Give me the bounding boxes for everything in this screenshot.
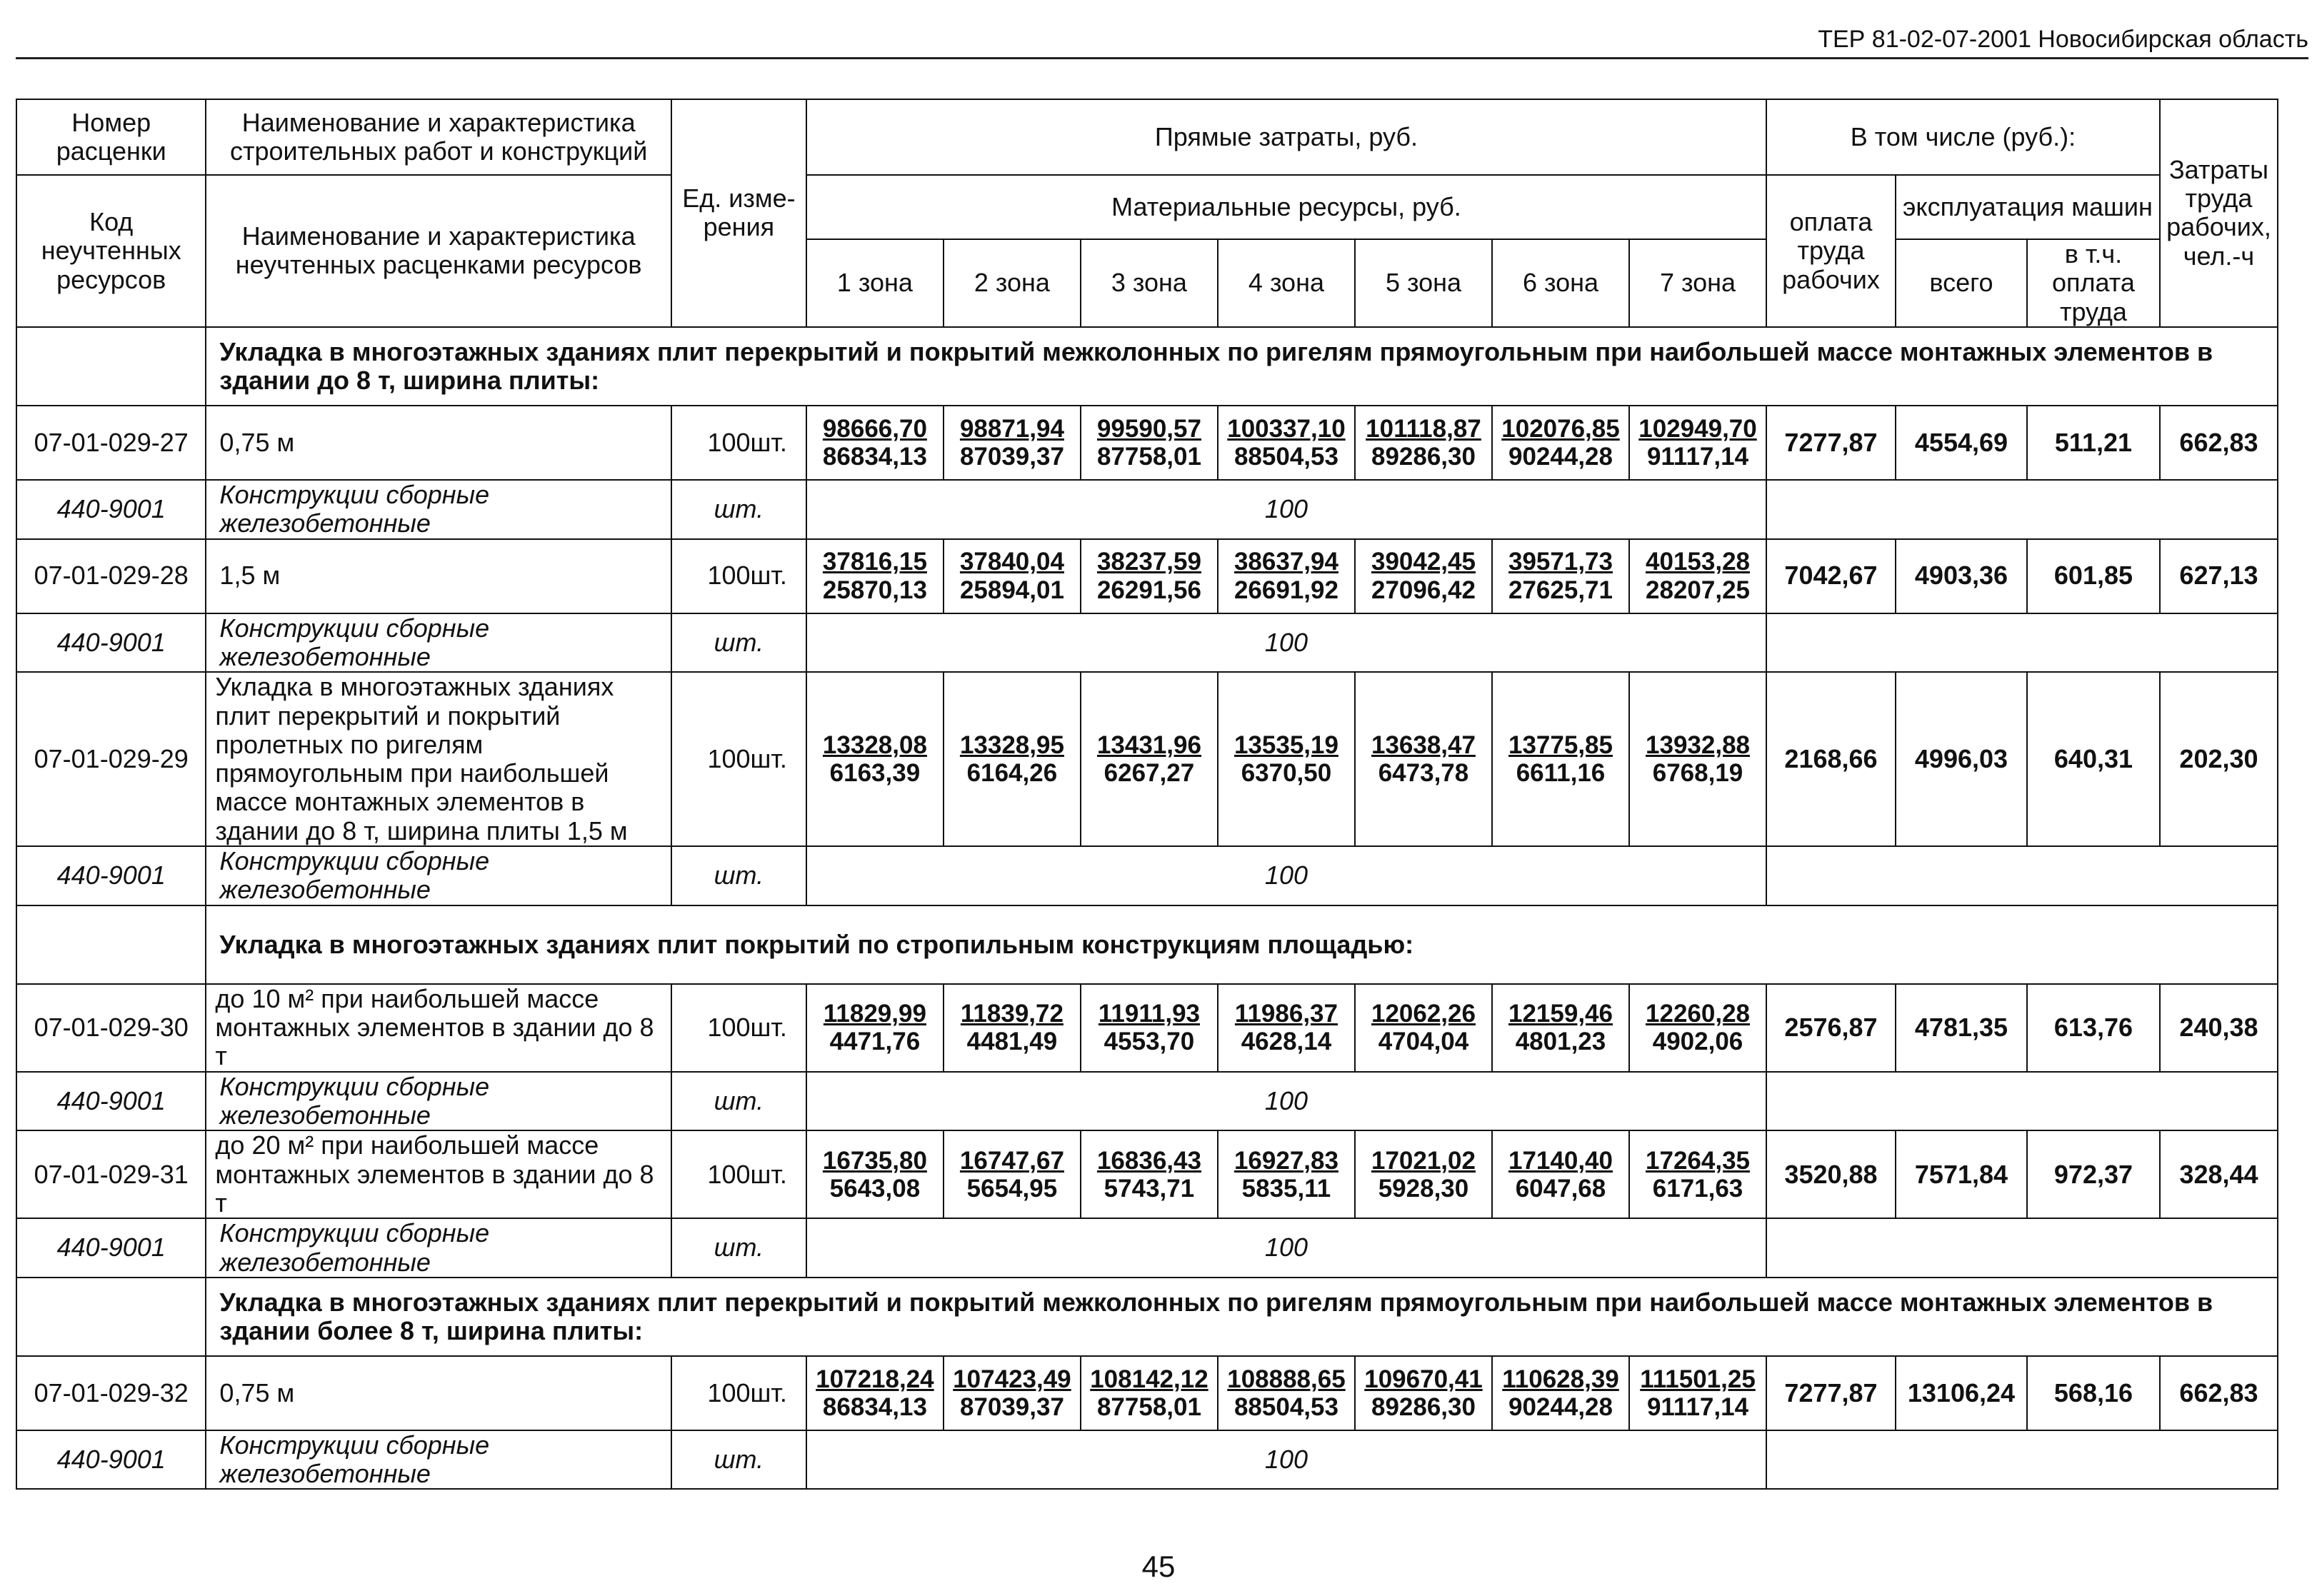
zone-4-cost [1218, 1130, 1355, 1218]
direct-cost: 108142,12 [1090, 1365, 1208, 1393]
material-cost: 28207,25 [1646, 576, 1750, 604]
resource-code: 440-9001 [16, 846, 206, 905]
material-cost: 5643,08 [829, 1174, 921, 1203]
zone-3-cost [1081, 984, 1218, 1072]
zone-3-cost [1081, 1356, 1218, 1430]
cost-fraction [944, 1000, 1080, 1055]
resource-blank [1766, 1218, 2278, 1278]
material-cost: 89286,30 [1371, 1392, 1476, 1421]
cost-fraction [807, 548, 943, 603]
section-spacer [16, 1278, 206, 1356]
direct-cost: 39042,45 [1371, 548, 1476, 576]
zone-3-cost [1081, 539, 1218, 613]
header-zone-2: 2 зона [944, 239, 1081, 327]
zone-2-cost [944, 1130, 1081, 1218]
rate-name: 0,75 м [206, 1356, 671, 1430]
resource-blank [1766, 1072, 2278, 1131]
header-rate-number: Номер расценки [16, 99, 206, 175]
material-cost: 25870,13 [822, 576, 927, 604]
cost-fraction [1493, 731, 1628, 787]
material-cost: 88504,53 [1233, 1392, 1338, 1421]
direct-cost: 16747,67 [959, 1146, 1064, 1175]
rate-row [16, 984, 2278, 1072]
direct-cost: 13431,96 [1096, 731, 1201, 759]
cost-fraction [944, 731, 1080, 787]
cost-fraction [1493, 415, 1628, 471]
direct-cost: 38637,94 [1233, 548, 1338, 576]
material-cost: 6611,16 [1516, 759, 1606, 788]
header-zone-3: 3 зона [1081, 239, 1218, 327]
material-cost: 87039,37 [959, 442, 1064, 471]
zone-6-cost [1492, 672, 1629, 846]
cost-fraction [1630, 1000, 1766, 1055]
direct-cost: 101118,87 [1366, 414, 1481, 443]
header-zone-6: 6 зона [1492, 239, 1629, 327]
cost-fraction [1356, 1147, 1491, 1203]
machines-wages-value: 511,21 [2027, 406, 2160, 480]
resource-row [16, 613, 2278, 673]
resource-code: 440-9001 [16, 1218, 206, 1278]
running-header: ТЕР 81-02-07-2001 Новосибирская область [1818, 26, 2308, 53]
rate-code: 07-01-029-30 [16, 984, 206, 1072]
material-cost: 5835,11 [1241, 1174, 1331, 1203]
machines-total-value: 4554,69 [1896, 406, 2027, 480]
rate-name: 1,5 м [206, 539, 671, 613]
direct-cost: 11911,93 [1098, 999, 1200, 1028]
cost-fraction [1630, 1147, 1766, 1203]
zone-4-cost [1218, 1356, 1355, 1430]
material-cost: 4801,23 [1515, 1028, 1606, 1056]
header-machines-wages: в т.ч. оплата труда [2027, 239, 2160, 327]
zone-2-cost [944, 984, 1081, 1072]
direct-cost: 11839,72 [960, 999, 1064, 1028]
direct-cost: 12159,46 [1508, 999, 1613, 1028]
rate-code: 07-01-029-29 [16, 672, 206, 846]
rate-unit: 100шт. [671, 984, 806, 1072]
header-wages: оплата труда рабочих [1766, 175, 1896, 327]
resource-blank [1766, 613, 2278, 673]
material-cost: 4553,70 [1104, 1028, 1195, 1056]
zone-2-cost [944, 1356, 1081, 1430]
zone-5-cost [1355, 1356, 1492, 1430]
resource-qty: 100 [806, 1072, 1766, 1131]
resource-unit: шт. [671, 613, 806, 673]
zone-7-cost [1629, 539, 1766, 613]
zone-1-cost [806, 539, 944, 613]
resource-unit: шт. [671, 846, 806, 905]
zone-7-cost [1629, 406, 1766, 480]
header-resource-name: Наименование и характеристика неучтенных расценками ресурсов [206, 175, 671, 327]
direct-cost: 11829,99 [823, 999, 926, 1028]
material-cost: 6267,27 [1104, 759, 1195, 788]
cost-fraction [1081, 1147, 1217, 1203]
header-direct-costs: Прямые затраты, руб. [806, 99, 1766, 175]
cost-fraction [807, 415, 943, 471]
material-cost: 87758,01 [1096, 442, 1201, 471]
rate-unit: 100шт. [671, 539, 806, 613]
cost-fraction [944, 415, 1080, 471]
cost-fraction [944, 1365, 1080, 1421]
material-cost: 87039,37 [959, 1392, 1064, 1421]
header-labor: Затраты труда рабочих, чел.-ч [2160, 99, 2278, 327]
material-cost: 88504,53 [1233, 442, 1338, 471]
material-cost: 6163,39 [829, 759, 921, 788]
direct-cost: 13328,08 [822, 731, 927, 759]
header-row-2 [16, 175, 2278, 239]
cost-fraction [1218, 1365, 1354, 1421]
resource-row [16, 846, 2278, 905]
resource-unit: шт. [671, 480, 806, 539]
direct-cost: 13328,95 [959, 731, 1064, 759]
cost-fraction [1630, 731, 1766, 787]
resource-unit: шт. [671, 1430, 806, 1490]
labor-value: 202,30 [2160, 672, 2278, 846]
material-cost: 26691,92 [1233, 576, 1338, 604]
zone-1-cost [806, 984, 944, 1072]
rate-name: 0,75 м [206, 406, 671, 480]
cost-fraction [1218, 548, 1354, 603]
material-cost: 4902,06 [1652, 1028, 1743, 1056]
zone-3-cost [1081, 406, 1218, 480]
resource-blank [1766, 1430, 2278, 1490]
material-cost: 4471,76 [829, 1028, 921, 1056]
zone-3-cost [1081, 1130, 1218, 1218]
wages-value: 2168,66 [1766, 672, 1896, 846]
zone-6-cost [1492, 1356, 1629, 1430]
rate-row [16, 539, 2278, 613]
wages-value: 2576,87 [1766, 984, 1896, 1072]
rate-unit: 100шт. [671, 1356, 806, 1430]
header-resource-code: Код неучтенных ресурсов [16, 175, 206, 327]
material-cost: 90244,28 [1508, 1392, 1613, 1421]
rate-code: 07-01-029-27 [16, 406, 206, 480]
material-cost: 4704,04 [1378, 1028, 1469, 1056]
direct-cost: 100337,10 [1227, 414, 1346, 443]
resource-qty: 100 [806, 613, 1766, 673]
rate-name: до 20 м² при наибольшей массе монтажных элементов в здании до 8 т [206, 1130, 671, 1218]
material-cost: 5743,71 [1104, 1174, 1195, 1203]
machines-total-value: 13106,24 [1896, 1356, 2027, 1430]
direct-cost: 11986,37 [1234, 999, 1338, 1028]
cost-fraction [1493, 1365, 1628, 1421]
rate-row [16, 1356, 2278, 1430]
rate-name: до 10 м² при наибольшей массе монтажных элементов в здании до 8 т [206, 984, 671, 1072]
material-cost: 5654,95 [966, 1174, 1058, 1203]
header-zone-4: 4 зона [1218, 239, 1355, 327]
zone-6-cost [1492, 539, 1629, 613]
zone-2-cost [944, 539, 1081, 613]
direct-cost: 111501,25 [1640, 1365, 1756, 1393]
direct-cost: 13638,47 [1371, 731, 1476, 759]
machines-wages-value: 972,37 [2027, 1130, 2160, 1218]
labor-value: 662,83 [2160, 1356, 2278, 1430]
zone-7-cost [1629, 672, 1766, 846]
header-work-name: Наименование и характеристика строительных работ и конструкций [206, 99, 671, 175]
material-cost: 89286,30 [1371, 442, 1476, 471]
direct-cost: 13535,19 [1233, 731, 1338, 759]
direct-cost: 107218,24 [816, 1365, 934, 1393]
resource-unit: шт. [671, 1072, 806, 1131]
header-including: В том числе (руб.): [1766, 99, 2160, 175]
header-machines-total: всего [1896, 239, 2027, 327]
material-cost: 86834,13 [822, 442, 927, 471]
header-row-1 [16, 99, 2278, 175]
cost-fraction [1630, 548, 1766, 603]
material-cost: 6768,19 [1652, 759, 1743, 788]
resource-name: Конструкции сборные железобетонные [206, 480, 671, 539]
cost-fraction [944, 548, 1080, 603]
zone-7-cost [1629, 1130, 1766, 1218]
direct-cost: 37840,04 [959, 548, 1064, 576]
section-spacer [16, 905, 206, 984]
section-title: Укладка в многоэтажных зданиях плит покрытий по стропильным конструкциям площадью: [206, 905, 2278, 984]
section-row [16, 1278, 2278, 1356]
resource-code: 440-9001 [16, 1072, 206, 1131]
zone-4-cost [1218, 406, 1355, 480]
zone-2-cost [944, 672, 1081, 846]
zone-1-cost [806, 406, 944, 480]
direct-cost: 12260,28 [1646, 999, 1750, 1028]
cost-fraction [1356, 548, 1491, 603]
zone-1-cost [806, 1356, 944, 1430]
rate-name: Укладка в многоэтажных зданиях плит перекрытий и покрытий пролетных по ригелям прямоугольным при наибольшей массе монтажных элементов в здании до 8 т, ширина плиты 1,5 м [206, 672, 671, 846]
resource-code: 440-9001 [16, 1430, 206, 1490]
zone-5-cost [1355, 1130, 1492, 1218]
resource-row [16, 1218, 2278, 1278]
section-row [16, 327, 2278, 406]
zone-1-cost [806, 672, 944, 846]
cost-fraction [1356, 1365, 1491, 1421]
direct-cost: 110628,39 [1502, 1365, 1619, 1393]
direct-cost: 38237,59 [1096, 548, 1201, 576]
wages-value: 3520,88 [1766, 1130, 1896, 1218]
rates-table [16, 99, 2278, 1490]
resource-qty: 100 [806, 1430, 1766, 1490]
cost-fraction [1218, 415, 1354, 471]
machines-total-value: 7571,84 [1896, 1130, 2027, 1218]
material-cost: 6171,63 [1652, 1174, 1743, 1203]
cost-fraction [1356, 731, 1491, 787]
direct-cost: 17021,02 [1371, 1146, 1476, 1175]
material-cost: 27096,42 [1371, 576, 1476, 604]
rate-row [16, 406, 2278, 480]
machines-wages-value: 601,85 [2027, 539, 2160, 613]
cost-fraction [1356, 415, 1491, 471]
rate-code: 07-01-029-32 [16, 1356, 206, 1430]
cost-fraction [807, 1365, 943, 1421]
zone-4-cost [1218, 539, 1355, 613]
machines-wages-value: 568,16 [2027, 1356, 2160, 1430]
cost-fraction [1218, 1147, 1354, 1203]
header-zone-5: 5 зона [1355, 239, 1492, 327]
section-title: Укладка в многоэтажных зданиях плит перекрытий и покрытий межколонных по ригелям прямоугольным при наибольшей массе монтажных элементов в здании до 8 т, ширина плиты: [206, 327, 2278, 406]
direct-cost: 13775,85 [1508, 731, 1613, 759]
direct-cost: 16735,80 [822, 1146, 927, 1175]
zone-2-cost [944, 406, 1081, 480]
resource-qty: 100 [806, 1218, 1766, 1278]
header-material-resources: Материальные ресурсы, руб. [806, 175, 1766, 239]
resource-name: Конструкции сборные железобетонные [206, 613, 671, 673]
zone-7-cost [1629, 1356, 1766, 1430]
direct-cost: 102949,70 [1638, 414, 1757, 443]
direct-cost: 40153,28 [1646, 548, 1750, 576]
zone-5-cost [1355, 406, 1492, 480]
direct-cost: 17264,35 [1646, 1146, 1750, 1175]
resource-row [16, 1072, 2278, 1131]
material-cost: 25894,01 [959, 576, 1064, 604]
labor-value: 627,13 [2160, 539, 2278, 613]
direct-cost: 99590,57 [1096, 414, 1201, 443]
wages-value: 7277,87 [1766, 1356, 1896, 1430]
material-cost: 26291,56 [1096, 576, 1201, 604]
material-cost: 6473,78 [1378, 759, 1469, 788]
resource-name: Конструкции сборные железобетонные [206, 1430, 671, 1490]
material-cost: 4628,14 [1241, 1028, 1332, 1056]
material-cost: 27625,71 [1508, 576, 1613, 604]
direct-cost: 98871,94 [959, 414, 1064, 443]
machines-wages-value: 640,31 [2027, 672, 2160, 846]
direct-cost: 12062,26 [1371, 999, 1476, 1028]
resource-name: Конструкции сборные железобетонные [206, 1218, 671, 1278]
material-cost: 87758,01 [1096, 1392, 1201, 1421]
cost-fraction [1081, 1000, 1217, 1055]
header-rule [16, 57, 2308, 59]
rate-code: 07-01-029-31 [16, 1130, 206, 1218]
resource-code: 440-9001 [16, 613, 206, 673]
rate-code: 07-01-029-28 [16, 539, 206, 613]
cost-fraction [1493, 1000, 1628, 1055]
labor-value: 240,38 [2160, 984, 2278, 1072]
resource-code: 440-9001 [16, 480, 206, 539]
cost-fraction [807, 1147, 943, 1203]
cost-fraction [1630, 1365, 1766, 1421]
direct-cost: 16836,43 [1096, 1146, 1201, 1175]
cost-fraction [1081, 415, 1217, 471]
wages-value: 7277,87 [1766, 406, 1896, 480]
header-zone-1: 1 зона [806, 239, 944, 327]
machines-total-value: 4781,35 [1896, 984, 2027, 1072]
cost-fraction [1081, 548, 1217, 603]
section-spacer [16, 327, 206, 406]
resource-name: Конструкции сборные железобетонные [206, 846, 671, 905]
zone-4-cost [1218, 672, 1355, 846]
cost-fraction [1493, 548, 1628, 603]
direct-cost: 108888,65 [1227, 1365, 1346, 1393]
direct-cost: 17140,40 [1508, 1146, 1613, 1175]
zone-4-cost [1218, 984, 1355, 1072]
material-cost: 91117,14 [1646, 1392, 1749, 1421]
material-cost: 6164,26 [966, 759, 1058, 788]
rate-unit: 100шт. [671, 672, 806, 846]
direct-cost: 13932,88 [1646, 731, 1750, 759]
cost-fraction [1081, 1365, 1217, 1421]
cost-fraction [807, 731, 943, 787]
direct-cost: 107423,49 [953, 1365, 1071, 1393]
zone-5-cost [1355, 672, 1492, 846]
zone-3-cost [1081, 672, 1218, 846]
zone-5-cost [1355, 984, 1492, 1072]
direct-cost: 109670,41 [1364, 1365, 1483, 1393]
direct-cost: 98666,70 [822, 414, 927, 443]
material-cost: 6047,68 [1515, 1174, 1606, 1203]
labor-value: 662,83 [2160, 406, 2278, 480]
cost-fraction [1218, 731, 1354, 787]
cost-fraction [1218, 1000, 1354, 1055]
material-cost: 90244,28 [1508, 442, 1613, 471]
header-machine-operation: эксплуатация машин [1896, 175, 2160, 239]
zone-7-cost [1629, 984, 1766, 1072]
cost-fraction [807, 1000, 943, 1055]
page-number: 45 [1141, 1550, 1176, 1583]
cost-fraction [1081, 731, 1217, 787]
resource-row [16, 480, 2278, 539]
cost-fraction [1630, 415, 1766, 471]
material-cost: 6370,50 [1241, 759, 1332, 788]
material-cost: 4481,49 [966, 1028, 1058, 1056]
header-zone-7: 7 зона [1629, 239, 1766, 327]
zone-1-cost [806, 1130, 944, 1218]
rate-unit: 100шт. [671, 406, 806, 480]
machines-total-value: 4903,36 [1896, 539, 2027, 613]
cost-fraction [944, 1147, 1080, 1203]
resource-qty: 100 [806, 846, 1766, 905]
section-title: Укладка в многоэтажных зданиях плит перекрытий и покрытий межколонных по ригелям прямоугольным при наибольшей массе монтажных элементов в здании более 8 т, ширина плиты: [206, 1278, 2278, 1356]
machines-wages-value: 613,76 [2027, 984, 2160, 1072]
resource-blank [1766, 480, 2278, 539]
direct-cost: 16927,83 [1233, 1146, 1338, 1175]
section-row [16, 905, 2278, 984]
material-cost: 86834,13 [822, 1392, 927, 1421]
zone-5-cost [1355, 539, 1492, 613]
direct-cost: 37816,15 [822, 548, 927, 576]
resource-name: Конструкции сборные железобетонные [206, 1072, 671, 1131]
cost-fraction [1356, 1000, 1491, 1055]
resource-qty: 100 [806, 480, 1766, 539]
zone-6-cost [1492, 1130, 1629, 1218]
resource-row [16, 1430, 2278, 1490]
direct-cost: 39571,73 [1508, 548, 1613, 576]
rate-unit: 100шт. [671, 1130, 806, 1218]
cost-fraction [1493, 1147, 1628, 1203]
resource-unit: шт. [671, 1218, 806, 1278]
labor-value: 328,44 [2160, 1130, 2278, 1218]
material-cost: 91117,14 [1646, 442, 1749, 471]
material-cost: 5928,30 [1378, 1174, 1469, 1203]
zone-6-cost [1492, 984, 1629, 1072]
machines-total-value: 4996,03 [1896, 672, 2027, 846]
zone-6-cost [1492, 406, 1629, 480]
resource-blank [1766, 846, 2278, 905]
direct-cost: 102076,85 [1501, 414, 1620, 443]
rate-row [16, 1130, 2278, 1218]
wages-value: 7042,67 [1766, 539, 1896, 613]
rate-row [16, 672, 2278, 846]
header-unit: Ед. изме-рения [671, 99, 806, 327]
